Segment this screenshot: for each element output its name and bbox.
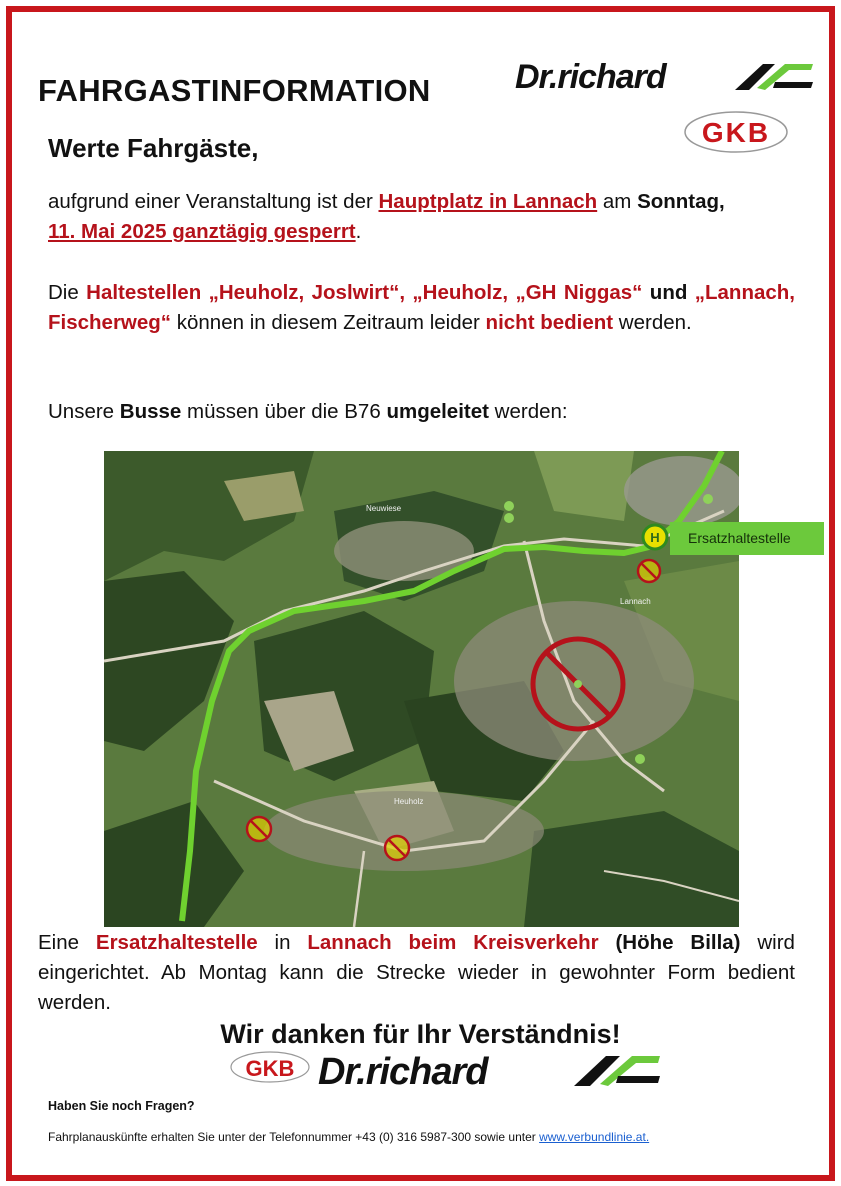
replacement-paragraph: Eine Ersatzhaltestelle in Lannach beim Kreisverkehr (Höhe Billa) wird eingerichtet. Ab Montag kann die Strecke wieder in gewohnter Form bedient werden. — [38, 931, 795, 1014]
dr-richard-logo — [513, 58, 815, 96]
svg-text:Dr.richard: Dr.richard — [318, 1051, 488, 1092]
verbundlinie-link[interactable]: www.verbundlinie.at. — [539, 1130, 650, 1144]
gkb-logo-text: GKB — [701, 117, 771, 148]
map-label: Heuholz — [394, 797, 424, 806]
stops-paragraph: Die Haltestellen „Heuholz, Joslwirt“, „Heuholz, „GH Niggas“ und „Lannach, Fischerweg“ können in diesem Zeitraum leider nicht bedient werden. — [48, 281, 795, 334]
footer-info: Fahrplanauskünfte erhalten Sie unter der Telefonnummer +43 (0) 316 5987-300 sowie unter www.verbundlinie.at. — [48, 1130, 650, 1144]
greeting: Werte Fahrgäste, — [48, 133, 259, 163]
replacement-stop-text: Ersatzhaltestelle — [95, 931, 258, 954]
closed-stop-marker — [385, 836, 409, 860]
closure-date: 11. Mai 2025 ganztägig gesperrt — [48, 220, 356, 243]
detour-map — [104, 451, 739, 927]
gkb-logo-bottom — [229, 1050, 311, 1092]
closed-place: Hauptplatz in Lannach — [378, 190, 598, 213]
map-label: Neuwiese — [366, 504, 402, 513]
detour-paragraph: Unsere Busse müssen über die B76 umgeleitet werden: — [48, 400, 568, 423]
dr-richard-logo-bottom — [316, 1050, 662, 1092]
questions-heading: Haben Sie noch Fragen? — [48, 1099, 195, 1113]
closed-stop-marker — [247, 817, 271, 841]
closure-paragraph: aufgrund einer Veranstaltung ist der Hauptplatz in Lannach am Sonntag, 11. Mai 2025 ganztägig gesperrt. — [48, 190, 725, 243]
thanks-heading: Wir danken für Ihr Verständnis! — [220, 1019, 621, 1049]
replacement-stop-label: Ersatzhaltestelle — [670, 522, 824, 555]
affected-stop-fischerweg: „Lannach, Fischerweg“ — [48, 281, 795, 334]
gkb-logo — [683, 110, 789, 154]
not-served-text: nicht bedient — [485, 311, 614, 334]
svg-text:H: H — [650, 530, 660, 545]
svg-text:GKB: GKB — [245, 1056, 295, 1081]
replacement-location: Lannach beim Kreisverkehr — [307, 931, 599, 954]
affected-stops: Haltestellen „Heuholz, Joslwirt“, „Heuholz, „GH Niggas“ — [86, 281, 643, 304]
replacement-stop-marker — [643, 525, 667, 549]
page-title: FAHRGASTINFORMATION — [38, 73, 431, 108]
closed-stop-marker — [638, 560, 660, 582]
dr-richard-logo-text: Dr.richard — [515, 58, 666, 96]
map-label: Lannach — [620, 597, 651, 606]
